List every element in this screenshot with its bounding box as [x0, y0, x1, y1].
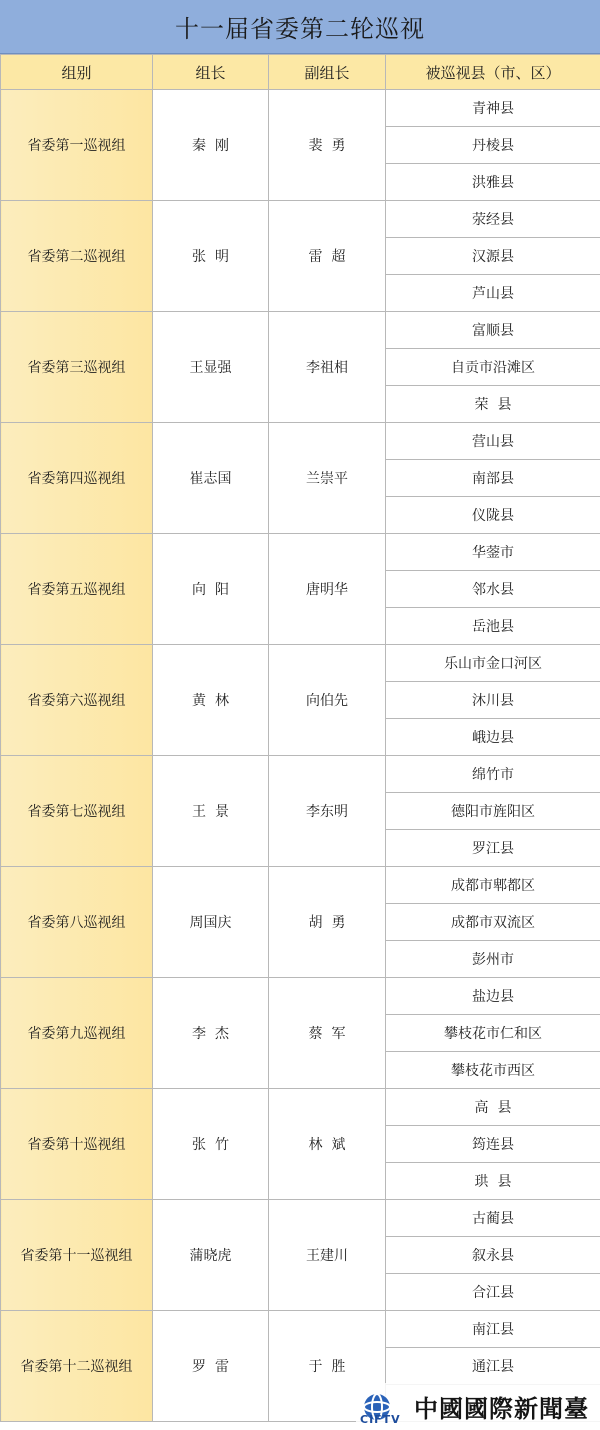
county-cell: 德阳市旌阳区	[386, 793, 600, 830]
county-cell: 珙 县	[386, 1163, 600, 1200]
leader-cell: 罗 雷	[153, 1311, 269, 1422]
county-cell: 乐山市金口河区	[386, 645, 600, 682]
table-row	[1, 1200, 600, 1237]
group-cell: 省委第十一巡视组	[1, 1200, 153, 1311]
leader-cell: 张 竹	[153, 1089, 269, 1200]
county-cell: 成都市郫都区	[386, 867, 600, 904]
county-cell: 青神县	[386, 90, 600, 127]
group-cell: 省委第六巡视组	[1, 645, 153, 756]
county-cell: 荥经县	[386, 201, 600, 238]
county-cell: 叙永县	[386, 1237, 600, 1274]
table-row	[1, 867, 600, 904]
deputy-cell: 唐明华	[269, 534, 386, 645]
county-cell: 岳池县	[386, 608, 600, 645]
leader-cell: 李 杰	[153, 978, 269, 1089]
group-cell: 省委第五巡视组	[1, 534, 153, 645]
county-cell: 高 县	[386, 1089, 600, 1126]
county-cell: 自贡市沿滩区	[386, 349, 600, 386]
county-cell: 攀枝花市西区	[386, 1052, 600, 1089]
deputy-cell: 蔡 军	[269, 978, 386, 1089]
leader-cell: 向 阳	[153, 534, 269, 645]
cftv-watermark	[356, 1383, 600, 1430]
county-cell: 汉源县	[386, 238, 600, 275]
group-cell: 省委第三巡视组	[1, 312, 153, 423]
group-cell: 省委第一巡视组	[1, 90, 153, 201]
county-cell: 营山县	[386, 423, 600, 460]
header-leader: 组长	[153, 55, 269, 90]
deputy-cell: 于 胜	[269, 1311, 386, 1422]
deputy-cell: 李东明	[269, 756, 386, 867]
header-deputy: 副组长	[269, 55, 386, 90]
table-row	[1, 201, 600, 238]
county-cell: 绵竹市	[386, 756, 600, 793]
deputy-cell: 胡 勇	[269, 867, 386, 978]
table-row	[1, 1089, 600, 1126]
county-cell: 攀枝花市仁和区	[386, 1015, 600, 1052]
county-cell: 盐边县	[386, 978, 600, 1015]
county-cell: 成都市双流区	[386, 904, 600, 941]
page-title: 十一届省委第二轮巡视	[0, 0, 600, 54]
group-cell: 省委第二巡视组	[1, 201, 153, 312]
leader-cell: 张 明	[153, 201, 269, 312]
leader-cell: 周国庆	[153, 867, 269, 978]
group-cell: 省委第九巡视组	[1, 978, 153, 1089]
deputy-cell: 雷 超	[269, 201, 386, 312]
header-group: 组别	[1, 55, 153, 90]
deputy-cell: 裴 勇	[269, 90, 386, 201]
group-cell: 省委第八巡视组	[1, 867, 153, 978]
table-row	[1, 90, 600, 127]
county-cell: 峨边县	[386, 719, 600, 756]
county-cell: 荣 县	[386, 386, 600, 423]
county-cell: 洪雅县	[386, 164, 600, 201]
county-cell: 仪陇县	[386, 497, 600, 534]
table-row	[1, 756, 600, 793]
county-cell: 彭州市	[386, 941, 600, 978]
watermark-brand: 中國國際新聞臺	[414, 1394, 589, 1423]
inspection-table	[0, 54, 600, 1422]
group-cell: 省委第七巡视组	[1, 756, 153, 867]
county-cell: 南江县	[386, 1311, 600, 1348]
table-row	[1, 534, 600, 571]
county-cell: 华蓥市	[386, 534, 600, 571]
county-cell: 南部县	[386, 460, 600, 497]
county-cell: 通江县	[386, 1348, 600, 1385]
watermark-abbr: CIFTV	[360, 1413, 401, 1426]
header-counties: 被巡视县（市、区）	[386, 55, 600, 90]
leader-cell: 蒲晓虎	[153, 1200, 269, 1311]
county-cell: 邻水县	[386, 571, 600, 608]
county-cell: 丹棱县	[386, 127, 600, 164]
county-cell: 罗江县	[386, 830, 600, 867]
table-row	[1, 312, 600, 349]
leader-cell: 秦 刚	[153, 90, 269, 201]
group-cell: 省委第四巡视组	[1, 423, 153, 534]
leader-cell: 王 景	[153, 756, 269, 867]
group-cell: 省委第十二巡视组	[1, 1311, 153, 1422]
county-cell: 富顺县	[386, 312, 600, 349]
county-cell: 合江县	[386, 1274, 600, 1311]
table-row	[1, 645, 600, 682]
deputy-cell: 兰崇平	[269, 423, 386, 534]
group-cell: 省委第十巡视组	[1, 1089, 153, 1200]
leader-cell: 黄 林	[153, 645, 269, 756]
deputy-cell: 李祖相	[269, 312, 386, 423]
deputy-cell: 向伯先	[269, 645, 386, 756]
table-header-row	[1, 55, 600, 90]
county-cell: 沐川县	[386, 682, 600, 719]
county-cell: 筠连县	[386, 1126, 600, 1163]
table-row	[1, 1311, 600, 1348]
leader-cell: 崔志国	[153, 423, 269, 534]
county-cell: 古蔺县	[386, 1200, 600, 1237]
county-cell: 芦山县	[386, 275, 600, 312]
table-row	[1, 423, 600, 460]
deputy-cell: 林 斌	[269, 1089, 386, 1200]
deputy-cell: 王建川	[269, 1200, 386, 1311]
leader-cell: 王显强	[153, 312, 269, 423]
table-row	[1, 978, 600, 1015]
